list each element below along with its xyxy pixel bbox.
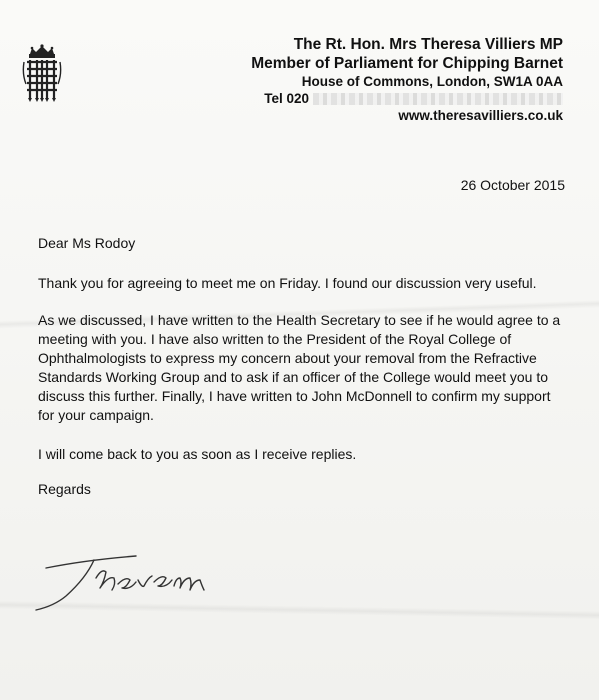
paragraph: Thank you for agreeing to meet me on Friday. I found our discussion very useful. [38,275,537,291]
mp-role: Member of Parliament for Chipping Barnet [251,55,563,72]
paragraph: I will come back to you as soon as I receive replies. [38,446,357,462]
letter-date: 26 October 2015 [460,177,565,193]
portcullis-icon [22,44,62,102]
salutation: Dear Ms Rodoy [38,235,136,251]
telephone-line [251,90,563,107]
handwritten-signature [26,538,246,618]
mp-name: The Rt. Hon. Mrs Theresa Villiers MP [293,36,563,53]
closing: Regards [38,481,91,497]
letterhead [251,35,563,124]
letter-body [38,234,568,515]
telephone-label: Tel 020 [264,91,309,106]
paragraph: As we discussed, I have written to the Health Secretary to see if he would agree to a meeting with you. I have also written to the President of the Royal College of Ophthalmologists to express my concern about your removal from the Refractive Standards Working Group and to ask if an officer of the College would meet you to discuss this further. Finally, I have written to John McDonnell to confirm my support for your campaign. [38,312,561,423]
redacted-contact [313,93,563,105]
website-link[interactable]: www.theresavilliers.co.uk [398,108,563,123]
mp-address: House of Commons, London, SW1A 0AA [301,74,563,89]
